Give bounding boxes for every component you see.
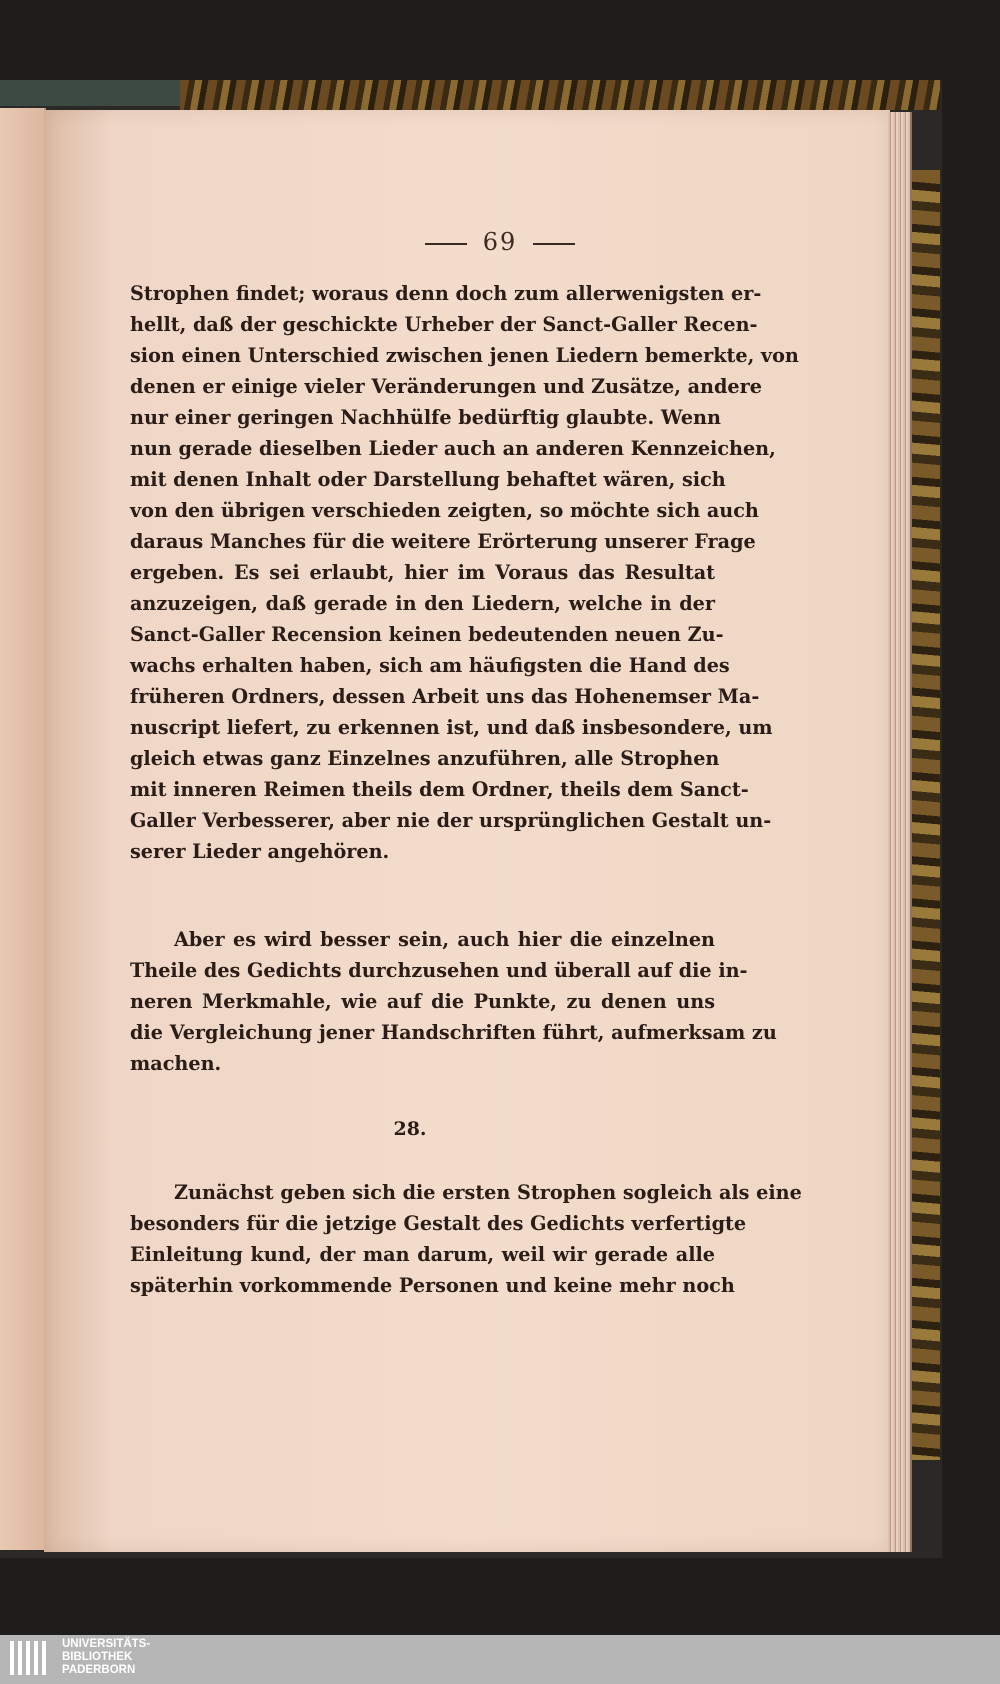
text-line: Einleitung kund, der man darum, weil wir gerade alle xyxy=(130,1243,715,1266)
page-number xyxy=(0,228,1000,256)
text-line: Zunächst geben sich die ersten Strophen sogleich als eine xyxy=(174,1181,802,1204)
marbled-cover-right xyxy=(912,170,940,1460)
text-line: nur einer geringen Nachhülfe bedürftig glaubte. Wenn xyxy=(130,406,721,429)
text-line: gleich etwas ganz Einzelnes anzuführen, alle Strophen xyxy=(130,747,720,770)
library-logo-text xyxy=(62,1638,150,1677)
paragraph-2 xyxy=(130,924,777,1079)
text-line: besonders für die jetzige Gestalt des Gedichts verfertigte xyxy=(130,1212,747,1235)
logo-line: UNIVERSITÄTS- xyxy=(62,1638,151,1650)
text-line: Strophen findet; woraus denn doch zum allerwenigsten er- xyxy=(130,282,762,305)
text-line: mit inneren Reimen theils dem Ordner, theils dem Sanct- xyxy=(130,778,749,801)
text-line: Galler Verbesserer, aber nie der ursprünglichen Gestalt un- xyxy=(130,809,772,832)
text-line: nun gerade dieselben Lieder auch an anderen Kennzeichen, xyxy=(130,437,776,460)
page-number-text: 69 xyxy=(482,228,518,256)
text-line: Sanct-Galler Recension keinen bedeutenden neuen Zu- xyxy=(130,623,724,646)
text-line: mit denen Inhalt oder Darstellung behaftet wären, sich xyxy=(130,468,726,491)
page-edges xyxy=(888,112,912,1552)
text-line: denen er einige vieler Veränderungen und Zusätze, andere xyxy=(130,375,762,398)
library-footer xyxy=(0,1635,1000,1684)
text-line: wachs erhalten haben, sich am häufigsten die Hand des xyxy=(130,654,730,677)
text-line: Aber es wird besser sein, auch hier die einzelnen xyxy=(174,928,715,951)
library-logo-icon xyxy=(10,1641,50,1677)
dash-left xyxy=(425,243,467,245)
section-number: 28. xyxy=(393,1118,427,1140)
text-line: hellt, daß der geschickte Urheber der Sanct-Galler Recen- xyxy=(130,313,758,336)
text-line: nuscript liefert, zu erkennen ist, und daß insbesondere, um xyxy=(130,716,773,739)
logo-line: BIBLIOTHEK xyxy=(62,1651,133,1663)
text-line: von den übrigen verschieden zeigten, so möchte sich auch xyxy=(130,499,759,522)
text-line: neren Merkmahle, wie auf die Punkte, zu denen uns xyxy=(130,990,715,1013)
text-line: anzuzeigen, daß gerade in den Liedern, welche in der xyxy=(130,592,715,615)
book-spine xyxy=(0,80,190,106)
text-line: die Vergleichung jener Handschriften führt, aufmerksam zu xyxy=(130,1021,777,1044)
text-line: ergeben. Es sei erlaubt, hier im Voraus das Resultat xyxy=(130,561,715,584)
text-line: daraus Manches für die weitere Erörterung unserer Frage xyxy=(130,530,756,553)
text-line: sion einen Unterschied zwischen jenen Liedern bemerkte, von xyxy=(130,344,799,367)
paragraph-3 xyxy=(130,1177,802,1301)
text-line: machen. xyxy=(130,1052,222,1075)
marbled-cover-top xyxy=(180,80,940,110)
text-line: späterhin vorkommende Personen und keine mehr noch xyxy=(130,1274,735,1297)
text-line: früheren Ordners, dessen Arbeit uns das Hohenemser Ma- xyxy=(130,685,760,708)
dash-right xyxy=(533,243,575,245)
text-line: serer Lieder angehören. xyxy=(130,840,390,863)
logo-line: PADERBORN xyxy=(62,1664,136,1676)
paragraph-1 xyxy=(130,278,799,867)
text-line: Theile des Gedichts durchzusehen und überall auf die in- xyxy=(130,959,748,982)
left-page-edge xyxy=(0,108,46,1550)
